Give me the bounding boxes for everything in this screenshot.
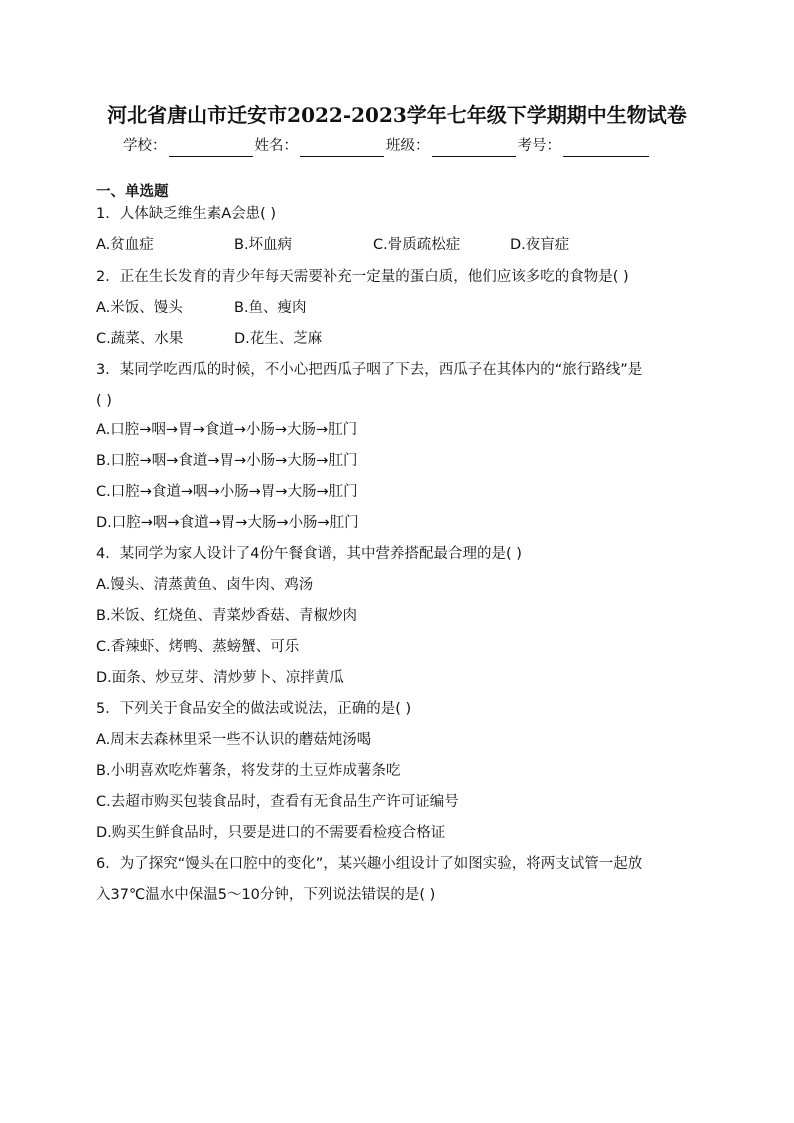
- class-label: 班级：: [386, 138, 430, 154]
- section-heading: 一、单选题: [96, 184, 169, 200]
- q1-option-d: D.夜盲症: [510, 237, 570, 253]
- question-2-stem: 2．正在生长发育的青少年每天需要补充一定量的蛋白质，他们应该多吃的食物是( ): [96, 269, 629, 285]
- exam-no-label: 考号：: [517, 138, 561, 154]
- q3-option-a: A.口腔→咽→胃→食道→小肠→大肠→肛门: [96, 422, 358, 438]
- q4-option-c: C.香辣虾、烤鸭、蒸螃蟹、可乐: [96, 639, 300, 655]
- q1-option-b: B.坏血病: [234, 237, 293, 253]
- q4-option-d: D.面条、炒豆芽、清炒萝卜、凉拌黄瓜: [96, 670, 344, 686]
- name-label: 姓名：: [254, 138, 298, 154]
- q2-option-c: C.蔬菜、水果: [96, 331, 184, 347]
- question-4-stem: 4．某同学为家人设计了4份午餐食谱，其中营养搭配最合理的是( ): [96, 546, 522, 562]
- question-6-stem-cont: 入37℃温水中保温5～10分钟，下列说法错误的是( ): [96, 887, 436, 903]
- class-blank: [432, 139, 516, 157]
- question-1-stem: 1．人体缺乏维生素A会患( ): [96, 206, 277, 222]
- q5-option-a: A.周末去森林里采一些不认识的蘑菇炖汤喝: [96, 732, 372, 748]
- q5-option-b: B.小明喜欢吃炸薯条，将发芽的土豆炸成薯条吃: [96, 763, 401, 779]
- q4-option-b: B.米饭、红烧鱼、青菜炒香菇、青椒炒肉: [96, 608, 358, 624]
- question-3-stem: 3．某同学吃西瓜的时候，不小心把西瓜子咽了下去，西瓜子在其体内的“旅行路线”是: [96, 362, 643, 378]
- q2-option-a: A.米饭、馒头: [96, 300, 183, 316]
- student-info-row: [123, 135, 651, 157]
- q3-option-d: D.口腔→咽→食道→胃→大肠→小肠→肛门: [96, 515, 359, 531]
- question-2-options-row1: [96, 297, 396, 319]
- exam-no-blank: [563, 139, 649, 157]
- q1-option-c: C.骨质疏松症: [373, 237, 461, 253]
- q5-option-d: D.购买生鲜食品时，只要是进口的不需要看检疫合格证: [96, 825, 446, 841]
- q1-option-a: A.贫血症: [96, 237, 154, 253]
- question-2-options-row2: [96, 328, 396, 350]
- question-3-stem-cont: ( ): [96, 393, 112, 409]
- question-1-options: [96, 234, 656, 256]
- school-blank: [169, 139, 253, 157]
- page-title: 河北省唐山市迁安市2022-2023学年七年级下学期期中生物试卷: [107, 103, 687, 127]
- q2-option-d: D.花生、芝麻: [234, 331, 323, 347]
- q3-option-c: C.口腔→食道→咽→小肠→胃→大肠→肛门: [96, 484, 358, 500]
- question-5-stem: 5．下列关于食品安全的做法或说法，正确的是( ): [96, 701, 412, 717]
- name-blank: [300, 139, 384, 157]
- school-label: 学校：: [123, 138, 167, 154]
- q2-option-b: B.鱼、瘦肉: [234, 300, 307, 316]
- q4-option-a: A.馒头、清蒸黄鱼、卤牛肉、鸡汤: [96, 577, 314, 593]
- question-6-stem: 6．为了探究“馒头在口腔中的变化”，某兴趣小组设计了如图实验，将两支试管一起放: [96, 856, 643, 872]
- q5-option-c: C.去超市购买包装食品时，查看有无食品生产许可证编号: [96, 794, 459, 810]
- q3-option-b: B.口腔→咽→食道→胃→小肠→大肠→肛门: [96, 453, 358, 469]
